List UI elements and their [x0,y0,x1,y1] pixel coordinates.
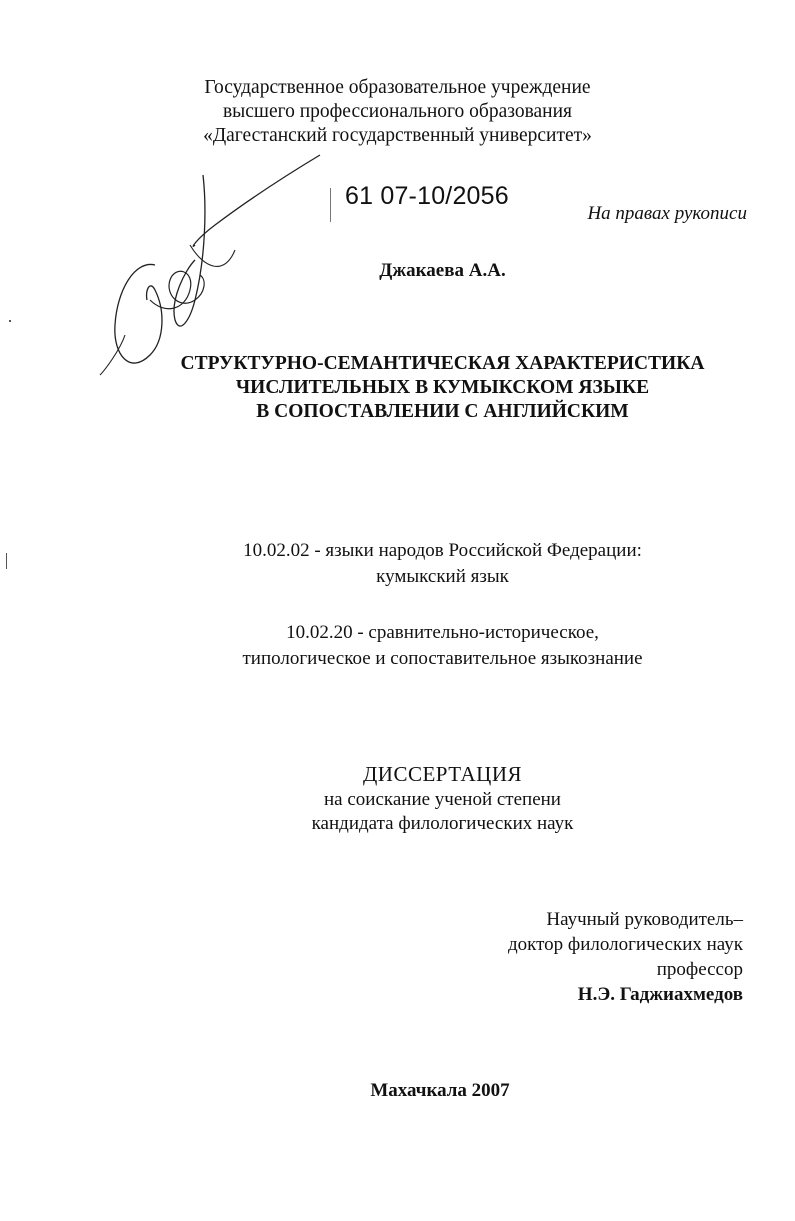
institution-line-3: «Дагестанский государственный университет» [203,125,592,146]
degree-line-1: на соискание ученой степени [324,789,561,810]
specialty-1 [0,538,795,590]
rights-note: На правах рукописи [587,203,747,224]
specialty-2-line-1: 10.02.20 - сравнительно-историческое, [286,622,599,643]
scan-mark [9,320,11,322]
supervisor-role: Научный руководитель– [546,909,743,930]
stamp-tick [330,188,331,222]
library-stamp-number: 61 07-10/2056 [345,182,509,210]
city-year: Махачкала 2007 [370,1080,510,1101]
specialty-2-line-2: типологическое и сопоставительное языкознание [242,648,643,669]
specialty-1-line-2: кумыкский язык [376,566,509,587]
title-line-1: СТРУКТУРНО-СЕМАНТИЧЕСКАЯ ХАРАКТЕРИСТИКА [180,353,705,374]
title-line-3: В СОПОСТАВЛЕНИИ С АНГЛИЙСКИМ [256,401,629,422]
supervisor-block [508,907,743,1007]
specialty-1-line-1: 10.02.02 - языки народов Российской Федерации: [243,540,642,561]
degree-line-2: кандидата филологических наук [311,813,574,834]
dissertation-heading: ДИССЕРТАЦИЯ [362,762,523,786]
title-line-2: ЧИСЛИТЕЛЬНЫХ В КУМЫКСКОМ ЯЗЫКЕ [235,377,650,398]
supervisor-rank: профессор [656,959,743,980]
supervisor-name: Н.Э. Гаджиахмедов [577,984,743,1005]
institution-line-2: высшего профессионального образования [222,101,573,122]
dissertation-title [160,352,725,424]
institution-line-1: Государственное образовательное учреждение [204,77,591,98]
degree-statement [0,760,795,836]
author-name: Джакаева А.А. [379,260,506,281]
supervisor-degree: доктор филологических наук [507,934,743,955]
specialty-2 [0,620,795,672]
